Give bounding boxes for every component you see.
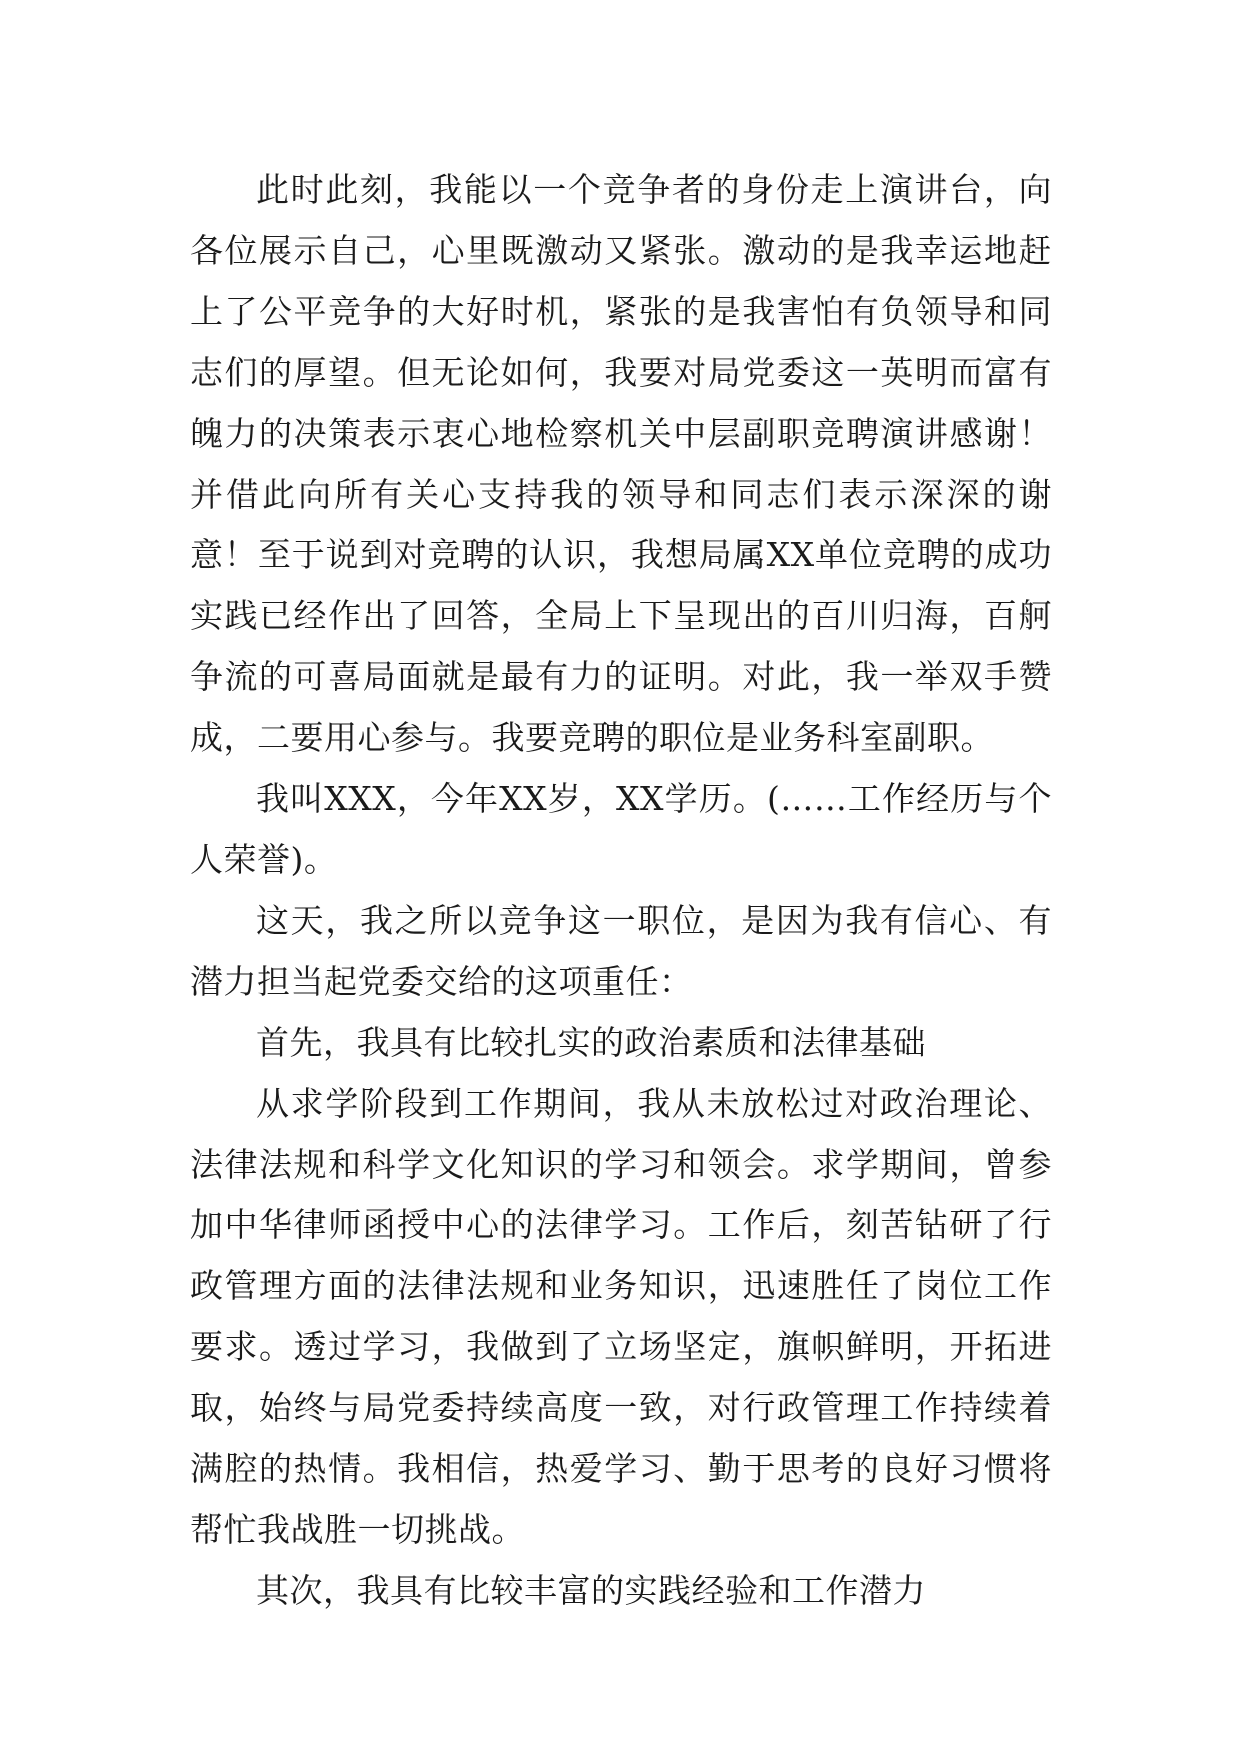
paragraph-study: 从求学阶段到工作期间，我从未放松过对政治理论、法律法规和科学文化知识的学习和领会。求学期间，曾参加中华律师函授中心的法律学习。工作后，刻苦钻研了行政管理方面的法律法规和业务知识，迅速胜任了岗位工作要求。透过学习，我做到了立场坚定，旗帜鲜明，开拓进取，始终与局党委持续高度一致，对行政管理工作持续着满腔的热情。我相信，热爱学习、勤于思考的良好习惯将帮忙我战胜一切挑战。	[190, 1083, 1052, 1549]
paragraph-opening: 此时此刻，我能以一个竞争者的身份走上演讲台，向各位展示自己，心里既激动又紧张。激动的是我幸运地赶上了公平竞争的大好时机，紧张的是我害怕有负领导和同志们的厚望。但无论如何，我要对局党委这一英明而富有魄力的决策表示衷心地检察机关中层副职竞聘演讲感谢！并借此向所有关心支持我的领导和同志们表示深深的谢意！至于说到对竞聘的认识，我想局属XX单位竞聘的成功实践已经作出了回答，全局上下呈现出的百川归海，百舸争流的可喜局面就是最有力的证明。对此，我一举双手赞成，二要用心参与。我要竞聘的职位是业务科室副职。	[190, 170, 1052, 758]
paragraph-self-intro: 我叫XXX，今年XX岁，XX学历。(……工作经历与个人荣誉)。	[190, 779, 1052, 879]
paragraph-motivation: 这天，我之所以竞争这一职位，是因为我有信心、有潜力担当起党委交给的这项重任：	[190, 900, 1052, 1001]
document-body	[190, 160, 1052, 1622]
paragraph-heading-second: 其次，我具有比较丰富的实践经验和工作潜力	[256, 1570, 926, 1610]
paragraph-heading-first: 首先，我具有比较扎实的政治素质和法律基础	[256, 1022, 926, 1062]
